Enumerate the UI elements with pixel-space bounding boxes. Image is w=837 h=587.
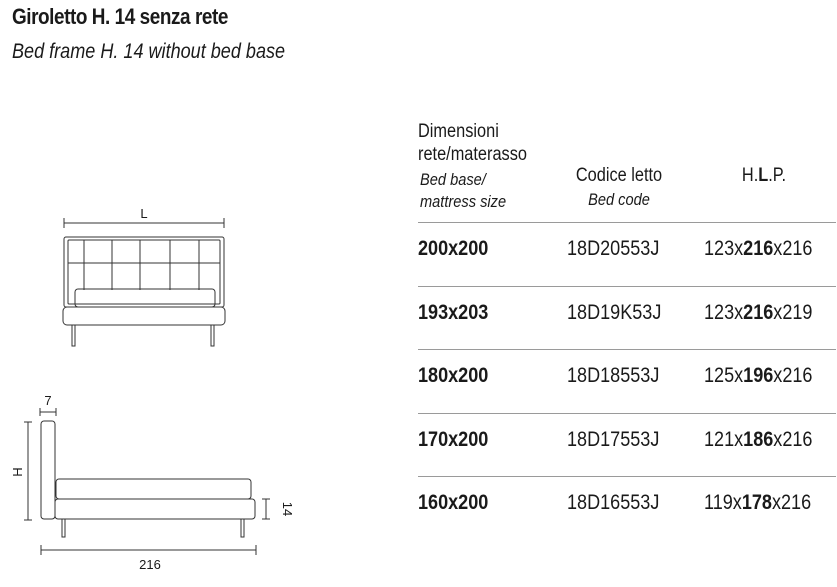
code-cell: 18D20553J (567, 237, 660, 260)
mattress-profile (56, 479, 251, 499)
side-view (24, 408, 270, 555)
leg (72, 325, 75, 346)
code-cell: 18D18553J (567, 364, 660, 387)
table-row (418, 476, 836, 540)
size-header-en-line2: mattress size (420, 192, 507, 211)
size-header-line2: rete/materasso (418, 144, 527, 165)
leg (241, 519, 244, 537)
hlp-cell: 119x178x216 (704, 491, 812, 514)
headboard-profile (41, 421, 55, 519)
code-cell: 18D17553J (567, 428, 660, 451)
size-header-line1: Dimensioni (418, 121, 499, 142)
side-length-label: 216 (139, 557, 161, 572)
code-cell: 18D16553J (567, 491, 660, 514)
headboard (64, 237, 224, 307)
hlp-header: H.L.P. (741, 165, 787, 186)
page-title: Giroletto H. 14 senza rete (12, 4, 228, 29)
code-cell: 18D19K53J (567, 301, 662, 324)
table-row (418, 413, 836, 477)
hlp-cell: 123x216x216 (704, 237, 813, 260)
side-height-label: H (10, 467, 25, 477)
table-row (418, 222, 836, 286)
size-cell: 180x200 (418, 364, 489, 387)
table-row (418, 286, 836, 350)
hlp-cell: 123x216x219 (704, 301, 813, 324)
frame-profile (55, 499, 255, 519)
table-row (418, 349, 836, 413)
front-view (63, 218, 225, 346)
side-base-height-label: 14 (280, 501, 295, 517)
size-header-en-line1: Bed base/ (420, 170, 486, 189)
hlp-cell: 125x196x216 (704, 364, 813, 387)
leg (62, 519, 65, 537)
size-cell: 200x200 (418, 237, 489, 260)
page-subtitle: Bed frame H. 14 without bed base (12, 40, 286, 63)
size-cell: 160x200 (418, 491, 489, 514)
side-thickness-label: 7 (44, 393, 52, 408)
size-cell: 193x203 (418, 301, 489, 324)
front-width-label: L (140, 206, 148, 221)
hlp-cell: 121x186x216 (704, 428, 813, 451)
leg (211, 325, 214, 346)
code-header-en: Bed code (588, 190, 650, 209)
bed-frame (63, 307, 225, 325)
size-cell: 170x200 (418, 428, 489, 451)
code-header: Codice letto (575, 165, 663, 186)
